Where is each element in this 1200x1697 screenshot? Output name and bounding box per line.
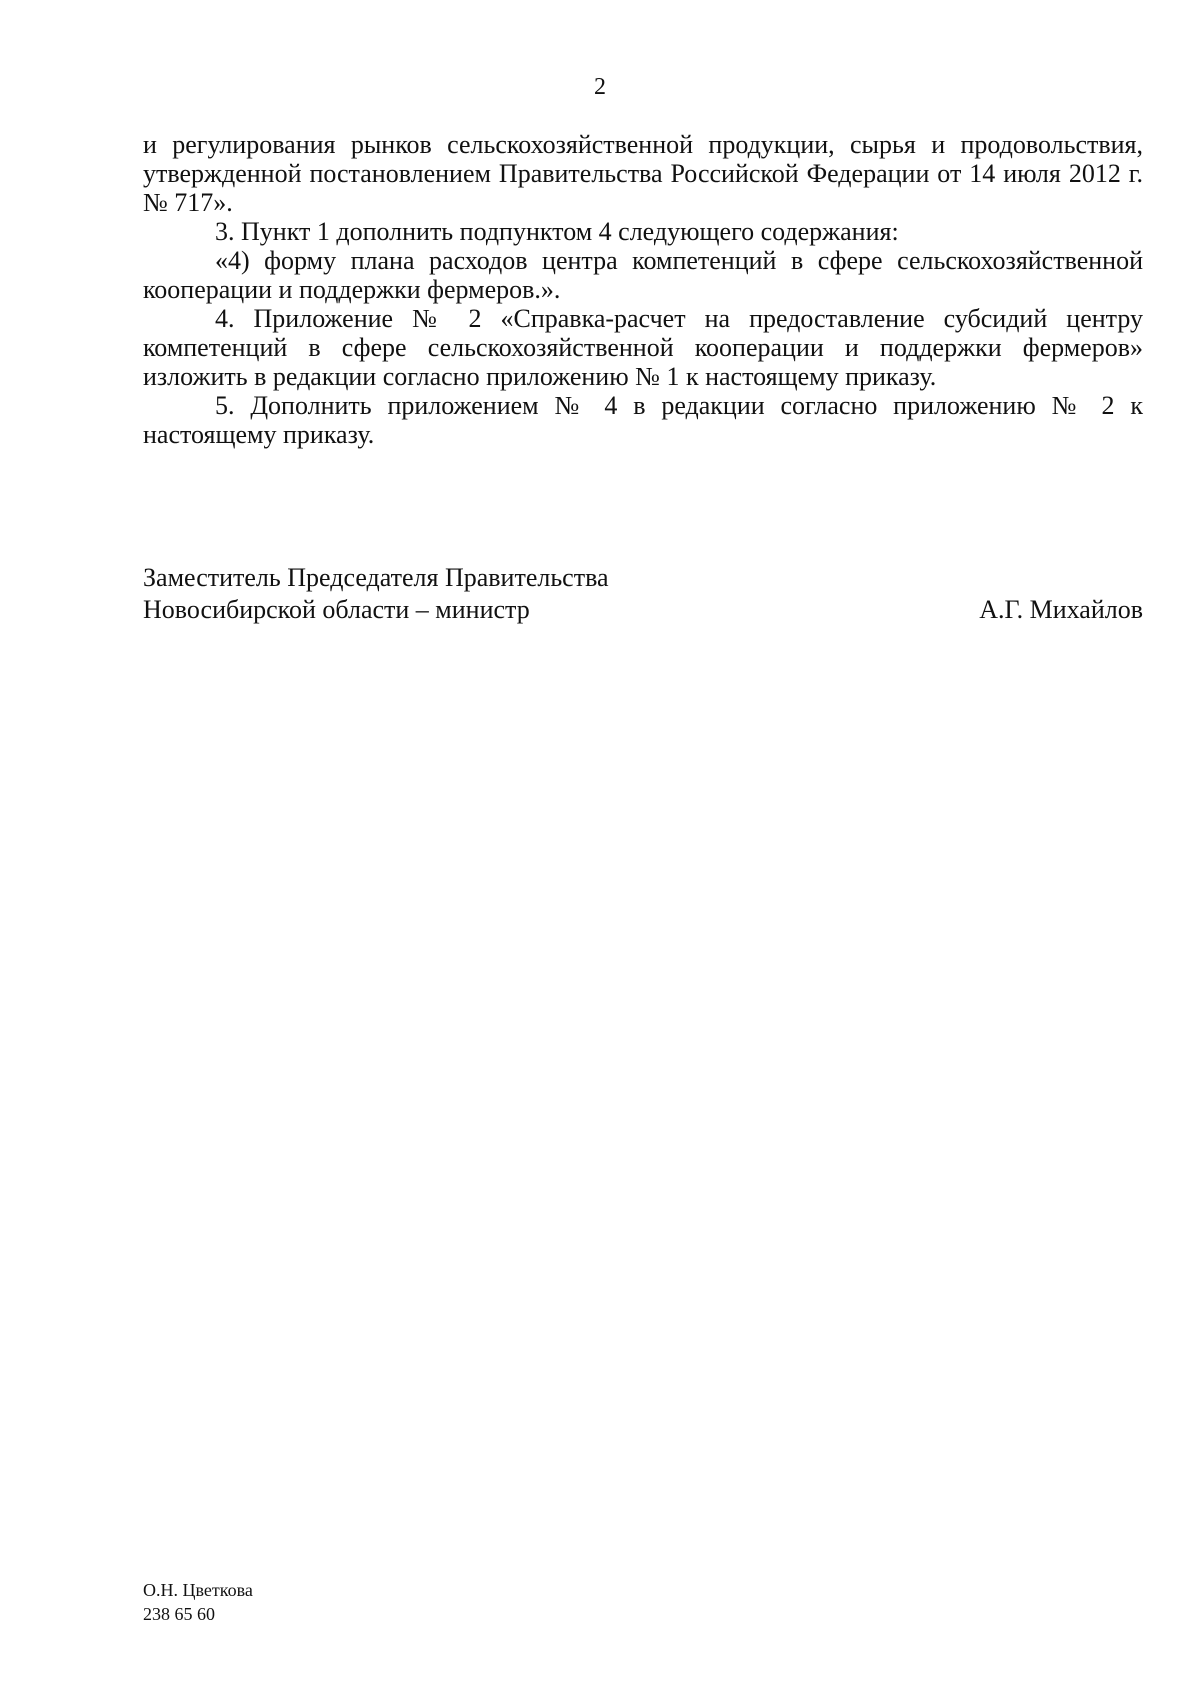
signature-row [143, 594, 1143, 626]
executor-name: О.Н. Цветкова [143, 1580, 253, 1600]
paragraph-item-5: 5. Дополнить приложением № 4 в редакции согласно приложению № 2 к настоящему приказу. [143, 391, 1143, 449]
executor-footer [143, 1578, 253, 1626]
paragraph-item-4: 4. Приложение № 2 «Справка-расчет на предоставление субсидий центру компетенций в сфере сельскохозяйственной кооперации и поддержки фермеров» изложить в редакции согласно приложению № 1 к настоящему приказу. [143, 304, 1143, 391]
page-number: 2 [594, 74, 606, 100]
signature-position-line1: Заместитель Председателя Правительства [143, 563, 609, 592]
signatory-name: А.Г. Михайлов [979, 595, 1143, 624]
executor-phone: 238 65 60 [143, 1604, 215, 1624]
signature-block [143, 562, 1143, 626]
paragraph-continuation: и регулирования рынков сельскохозяйственной продукции, сырья и продовольствия, утвержденной постановлением Правительства Российской Федерации от 14 июля 2012 г. № 717». [143, 130, 1143, 217]
signature-position-line2: Новосибирской области – министр [143, 595, 530, 624]
paragraph-item-3: 3. Пункт 1 дополнить подпунктом 4 следующего содержания: [215, 217, 899, 246]
paragraph-subitem-4: «4) форму плана расходов центра компетенций в сфере сельскохозяйственной кооперации и поддержки фермеров.». [143, 246, 1143, 304]
document-body [143, 130, 1143, 449]
